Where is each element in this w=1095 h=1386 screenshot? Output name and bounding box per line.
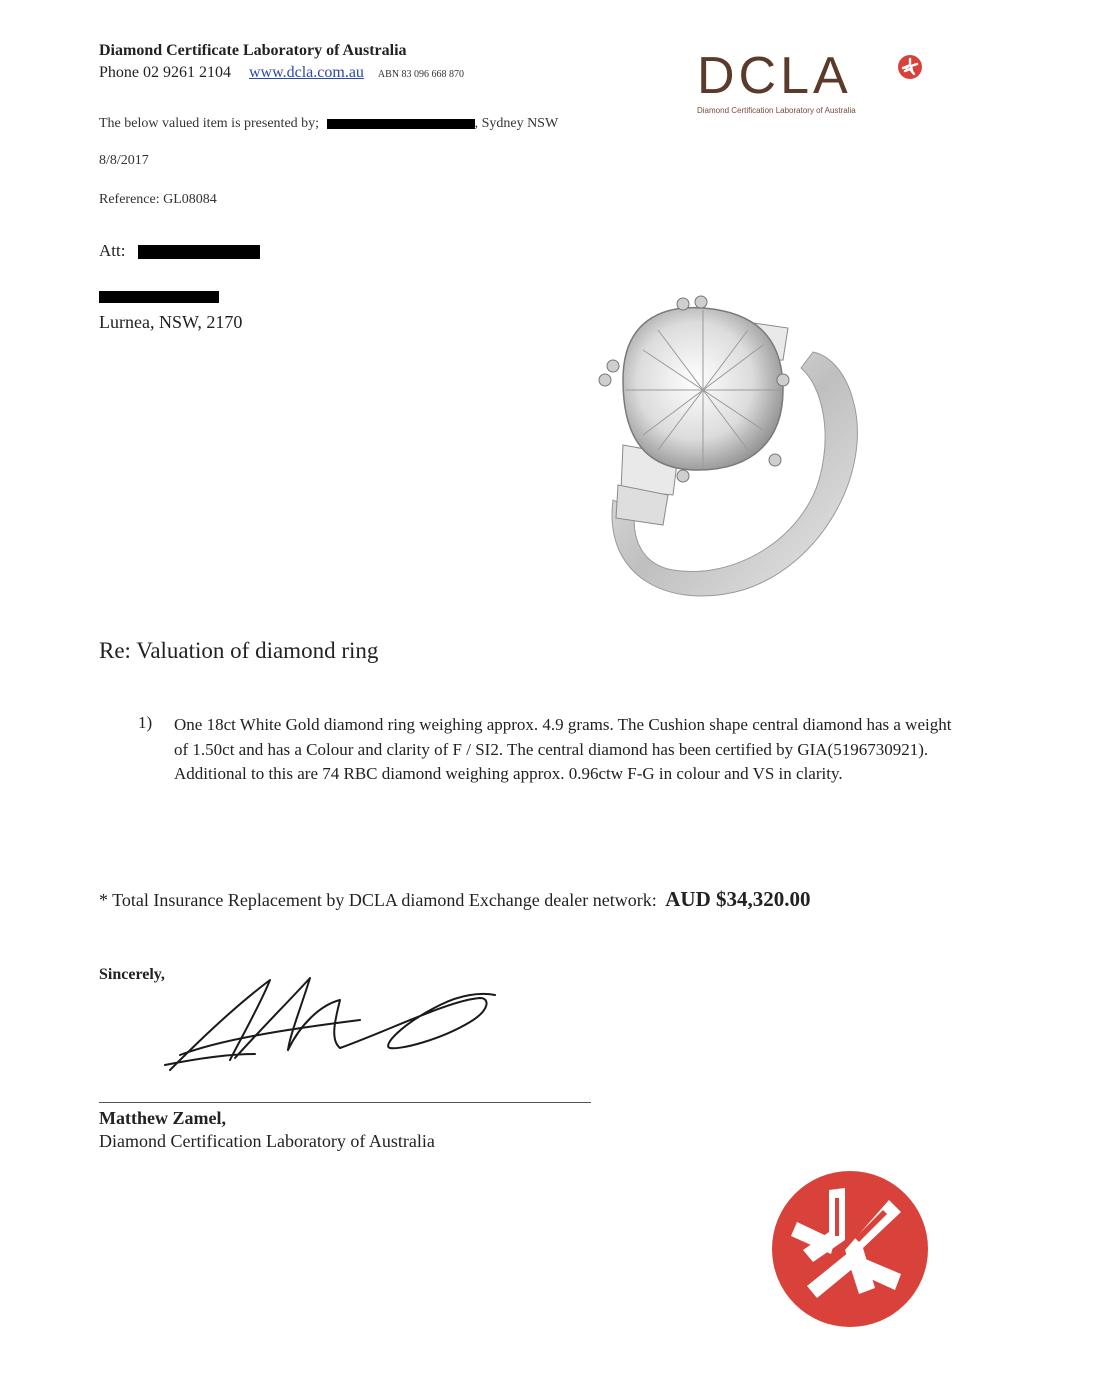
att-label: Att:: [99, 241, 126, 260]
presented-prefix: The below valued item is presented by;: [99, 116, 320, 131]
logo-text: DCLA: [697, 47, 852, 105]
total-valuation: [99, 887, 810, 912]
abn-number: ABN 83 096 668 870: [377, 69, 465, 80]
total-label: * Total Insurance Replacement by DCLA diamond Exchange dealer network:: [99, 890, 657, 910]
diamond-ring-image: [583, 290, 898, 620]
closing: Sincerely,: [99, 966, 165, 983]
reference-number: Reference: GL08084: [99, 192, 217, 207]
contact-line: [99, 64, 464, 82]
logo-subtitle: Diamond Certification Laboratory of Australia: [697, 106, 856, 115]
subject-line: Re: Valuation of diamond ring: [99, 638, 379, 663]
total-amount: AUD $34,320.00: [665, 887, 811, 911]
letter-date: 8/8/2017: [99, 153, 149, 168]
logo-star-icon: [897, 54, 923, 80]
recipient-suburb: Lurnea, NSW, 2170: [99, 312, 243, 332]
redaction-presenter: [327, 119, 475, 129]
presented-by-line: [99, 116, 558, 132]
signer-name: Matthew Zamel,: [99, 1108, 226, 1128]
website-link[interactable]: www.dcla.com.au: [249, 64, 364, 81]
dcla-seal-icon: [771, 1170, 929, 1328]
phone-number: Phone 02 9261 2104: [99, 64, 231, 81]
signer-organization: Diamond Certification Laboratory of Australia: [99, 1131, 435, 1151]
item-description: One 18ct White Gold diamond ring weighing approx. 4.9 grams. The Cushion shape central diamond has a weight of 1.50ct and has a Colour and clarity of F / SI2. The central diamond has been certified by GIA(5196730921). Additional to this are 74 RBC diamond weighing approx. 0.96ctw F-G in colour and VS in clarity.: [174, 715, 952, 783]
signature-line: [99, 1102, 591, 1103]
item-number: 1): [138, 713, 153, 732]
presented-suffix: , Sydney NSW: [474, 116, 559, 131]
redaction-address: [99, 291, 219, 303]
lab-name: Diamond Certificate Laboratory of Australia: [99, 42, 407, 59]
handwritten-signature: [160, 970, 510, 1080]
redaction-attention: [138, 245, 260, 259]
dcla-logo: [697, 47, 927, 118]
attention-line: [99, 241, 260, 261]
